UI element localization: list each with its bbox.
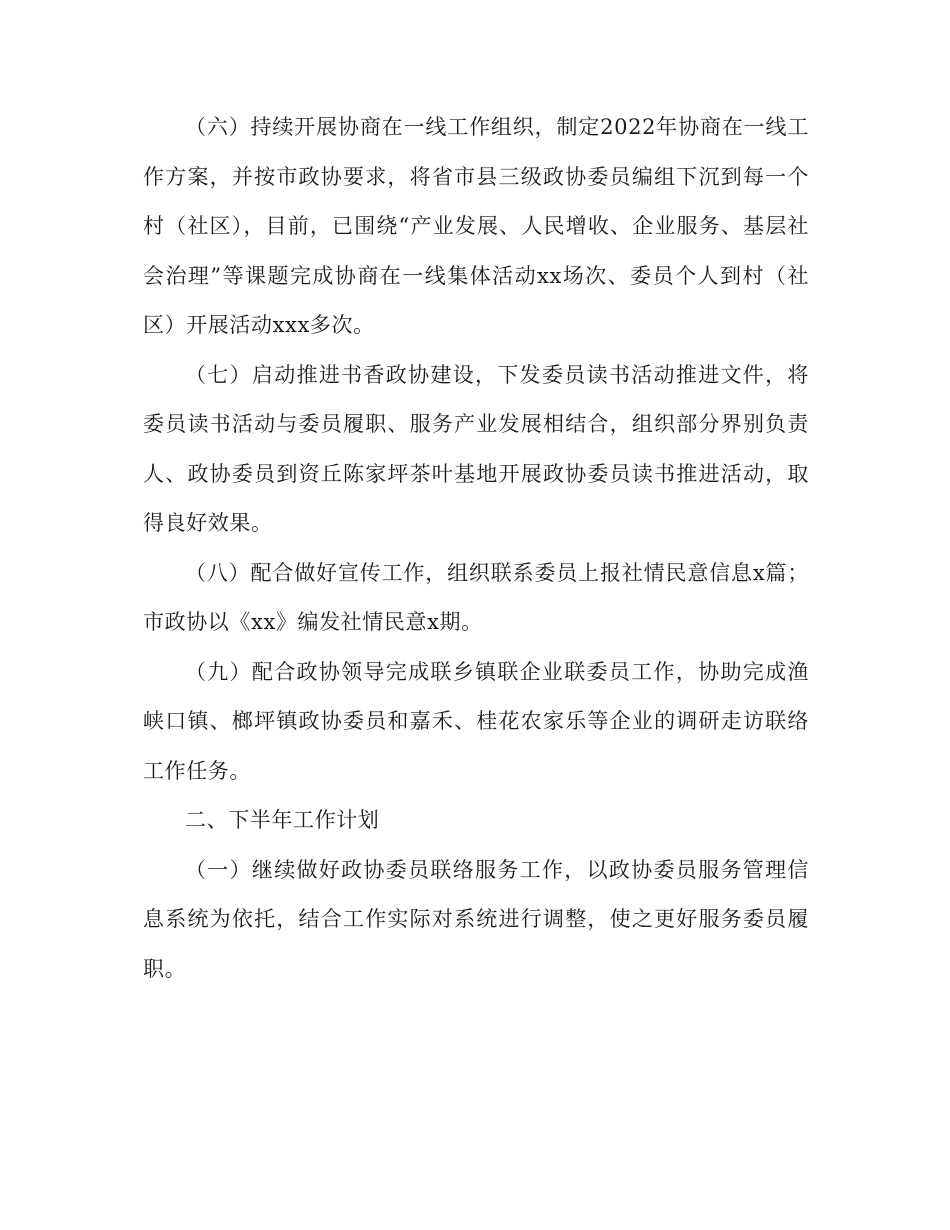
- document-body: [143, 103, 809, 994]
- paragraph-item-8: （八）配合做好宣传工作，组织联系委员上报社情民意信息x篇；市政协以《xx》编发社情民意x期。: [143, 560, 809, 634]
- paragraph-plan-1: （一）继续做好政协委员联络服务工作，以政协委员服务管理信息系统为依托，结合工作实际对系统进行调整，使之更好服务委员履职。: [143, 857, 809, 981]
- section-heading: 二、下半年工作计划: [185, 808, 380, 832]
- paragraph-item-7: （七）启动推进书香政协建设，下发委员读书活动推进文件，将委员读书活动与委员履职、服务产业发展相结合，组织部分界别负责人、政协委员到资丘陈家坪茶叶基地开展政协委员读书推进活动，取得良好效果。: [143, 362, 809, 535]
- paragraph-item-6: （六）持续开展协商在一线工作组织，制定2022年协商在一线工作方案，并按市政协要求，将省市县三级政协委员编组下沉到每一个村（社区），目前，已围绕“产业发展、人民增收、企业服务、基层社会治理”等课题完成协商在一线集体活动xx场次、委员个人到村（社区）开展活动xxx多次。: [143, 115, 809, 337]
- paragraph-item-9: （九）配合政协领导完成联乡镇联企业联委员工作，协助完成渔峡口镇、榔坪镇政协委员和嘉禾、桂花农家乐等企业的调研走访联络工作任务。: [143, 659, 809, 783]
